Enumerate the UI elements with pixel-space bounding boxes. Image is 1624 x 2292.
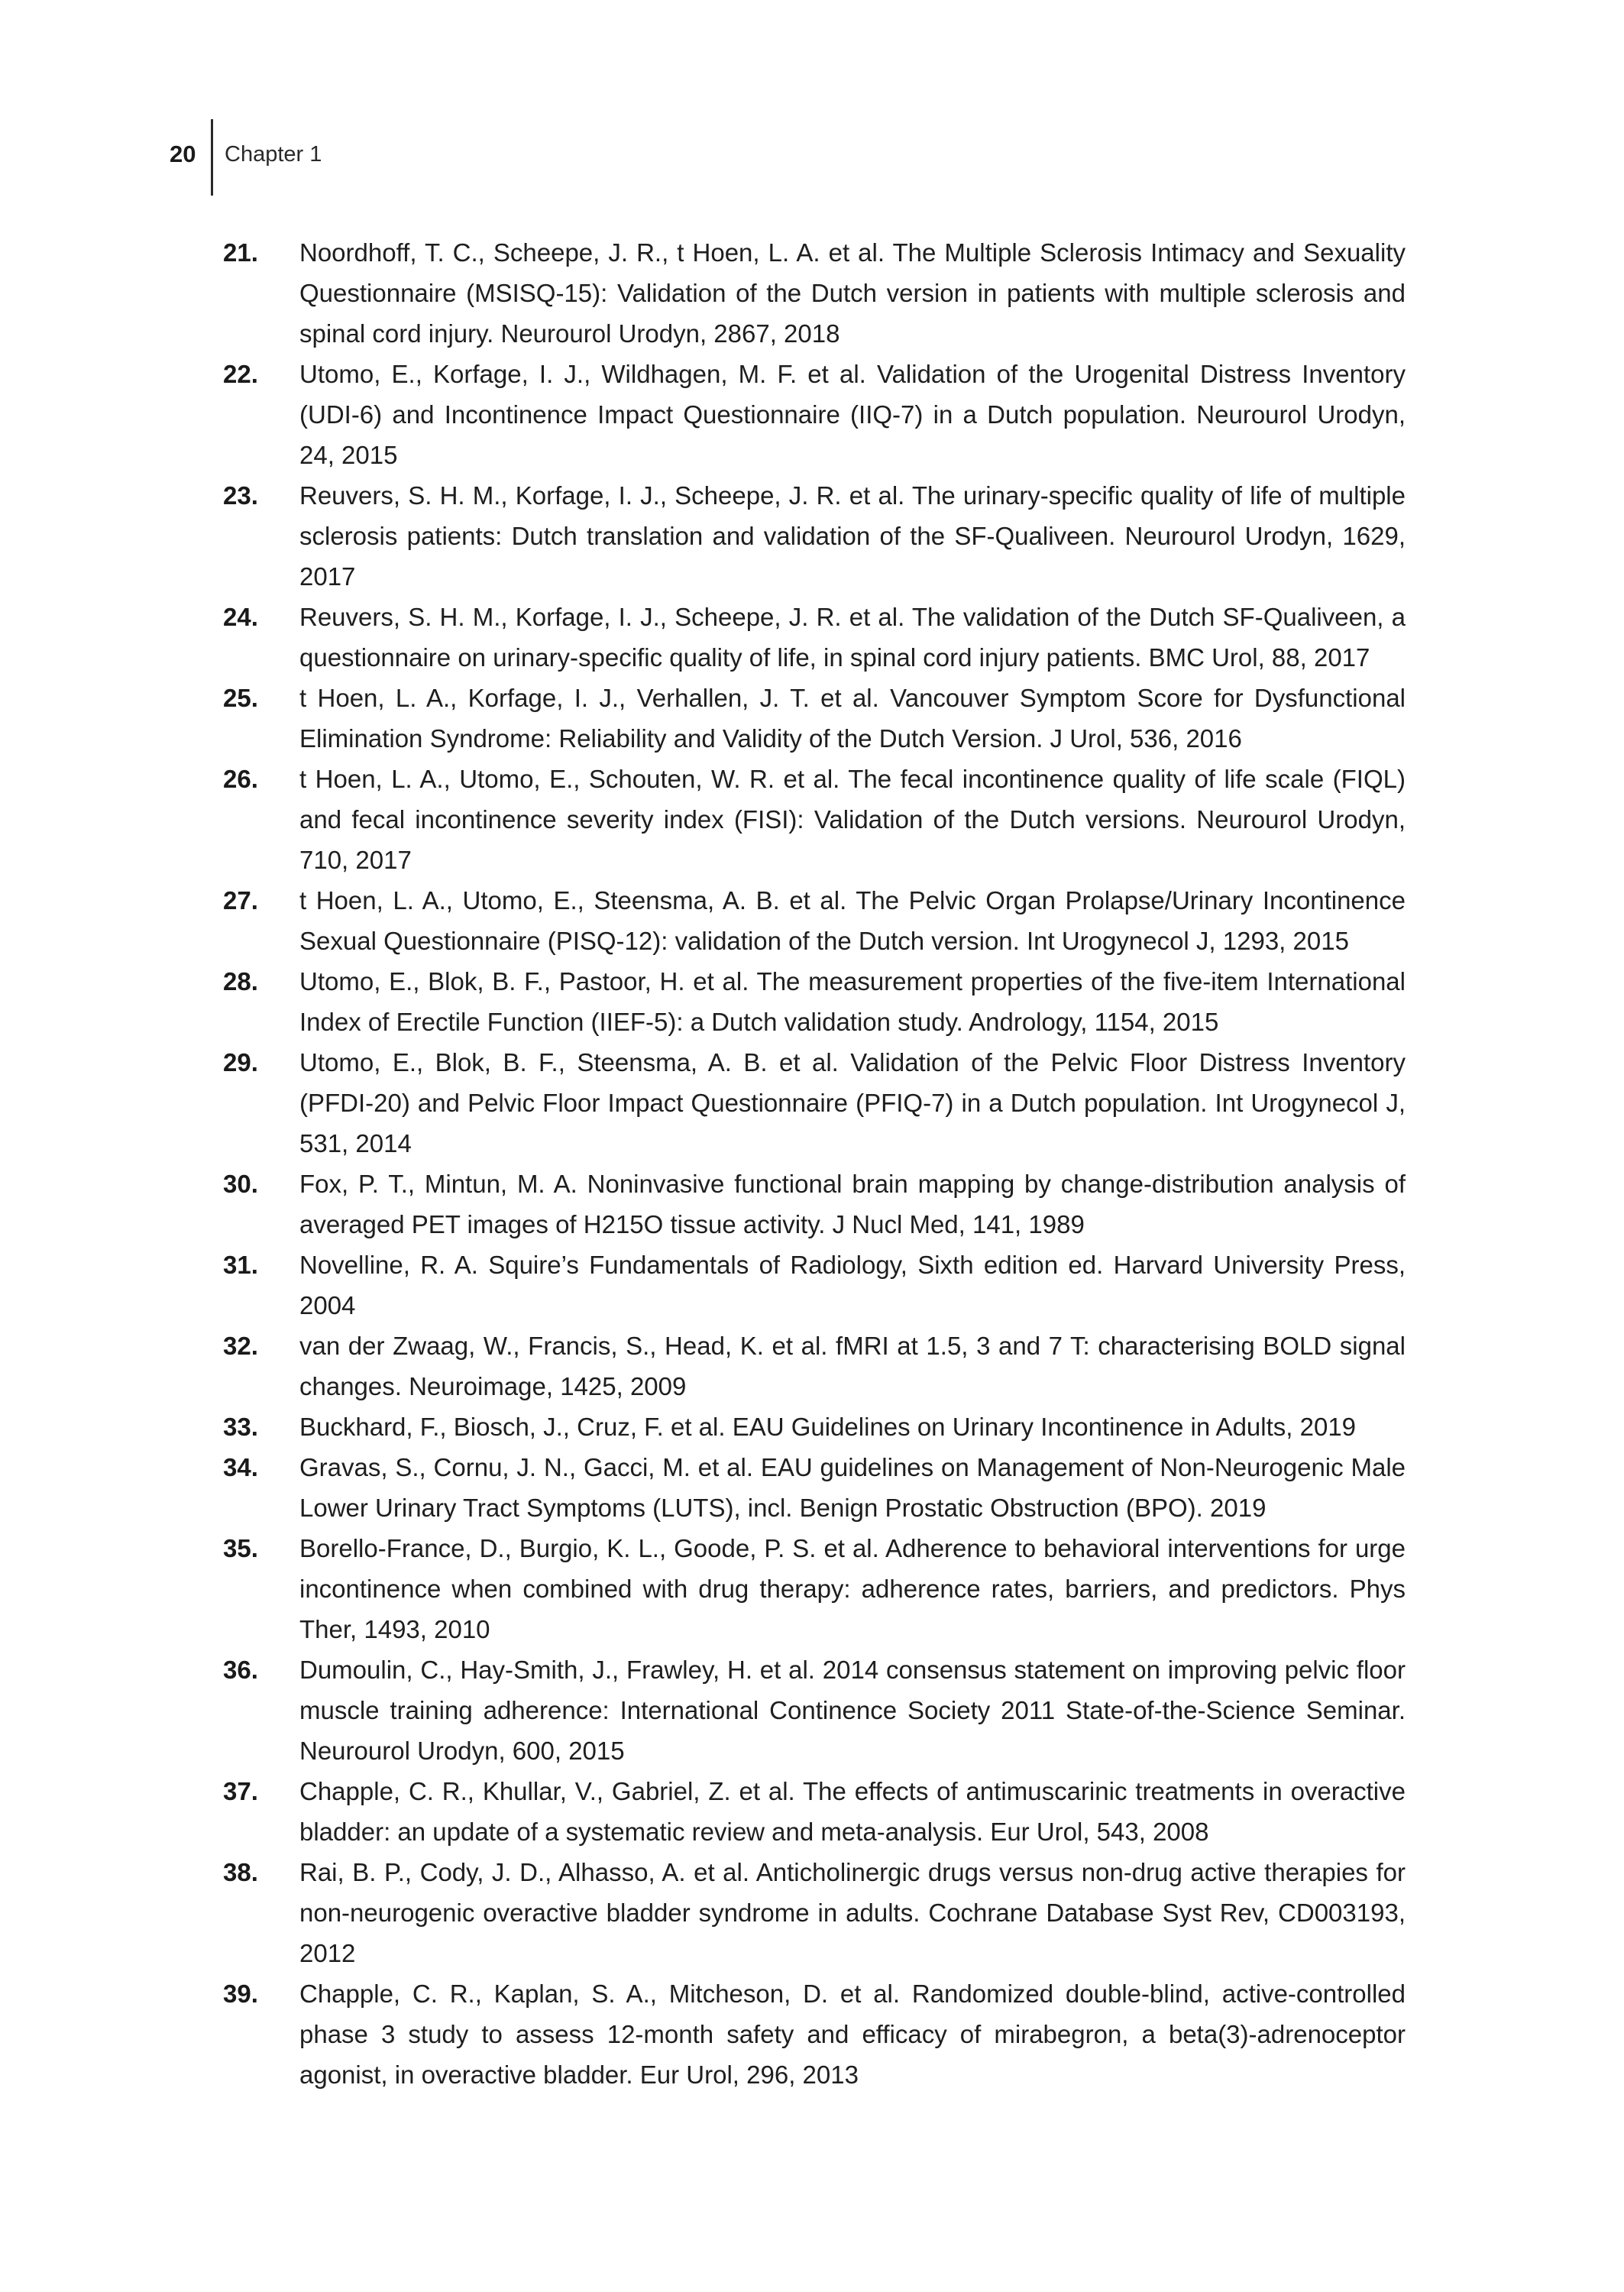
chapter-label: Chapter 1 bbox=[225, 142, 322, 167]
reference-number: 30. bbox=[223, 1170, 258, 1198]
reference-text: Chapple, C. R., Khullar, V., Gabriel, Z. et al. The effects of antimuscarinic treatments in overactive bladder: an update of a systematic review and meta-analysis. Eur Urol, 543, 2008 bbox=[299, 1777, 1406, 1846]
reference-text: Reuvers, S. H. M., Korfage, I. J., Scheepe, J. R. et al. The urinary-specific quality of life of multiple sclerosis patients: Dutch translation and validation of the SF-Qualiveen. Neurourol Urodyn, 1629, 2017 bbox=[299, 481, 1406, 591]
reference-item bbox=[223, 1852, 1406, 1973]
reference-item bbox=[223, 1528, 1406, 1649]
reference-text: Borello-France, D., Burgio, K. L., Goode, P. S. et al. Adherence to behavioral interventions for urge incontinence when combined with drug therapy: adherence rates, barriers, and predictors. Phys Ther, 1493, 2010 bbox=[299, 1534, 1406, 1643]
reference-item bbox=[223, 759, 1406, 880]
reference-item bbox=[223, 1649, 1406, 1771]
reference-item bbox=[223, 1164, 1406, 1245]
reference-number: 36. bbox=[223, 1656, 258, 1684]
reference-number: 37. bbox=[223, 1777, 258, 1805]
reference-number: 34. bbox=[223, 1453, 258, 1481]
reference-text: Utomo, E., Korfage, I. J., Wildhagen, M. F. et al. Validation of the Urogenital Distress Inventory (UDI-6) and Incontinence Impact Questionnaire (IIQ-7) in a Dutch population. Neurourol Urodyn, 24, 2015 bbox=[299, 360, 1406, 469]
reference-number: 38. bbox=[223, 1858, 258, 1886]
reference-text: Utomo, E., Blok, B. F., Steensma, A. B. et al. Validation of the Pelvic Floor Distress Inventory (PFDI-20) and Pelvic Floor Impact Questionnaire (PFIQ-7) in a Dutch population. Int Urogynecol J, 531, 2014 bbox=[299, 1048, 1406, 1157]
reference-number: 32. bbox=[223, 1332, 258, 1360]
reference-number: 21. bbox=[223, 238, 258, 267]
reference-item bbox=[223, 1447, 1406, 1528]
reference-text: t Hoen, L. A., Utomo, E., Steensma, A. B. et al. The Pelvic Organ Prolapse/Urinary Incontinence Sexual Questionnaire (PISQ-12): validation of the Dutch version. Int Urogynecol J, 1293, 2015 bbox=[299, 886, 1406, 955]
reference-number: 33. bbox=[223, 1413, 258, 1441]
reference-text: t Hoen, L. A., Utomo, E., Schouten, W. R. et al. The fecal incontinence quality of life scale (FIQL) and fecal incontinence severity index (FISI): Validation of the Dutch versions. Neurourol Urodyn, 710, 2017 bbox=[299, 765, 1406, 874]
reference-number: 25. bbox=[223, 684, 258, 712]
reference-item bbox=[223, 1771, 1406, 1852]
reference-item bbox=[223, 880, 1406, 961]
reference-number: 31. bbox=[223, 1251, 258, 1279]
reference-text: Dumoulin, C., Hay-Smith, J., Frawley, H. et al. 2014 consensus statement on improving pelvic floor muscle training adherence: International Continence Society 2011 State-of-the-Science Seminar. Neurourol Urodyn, 600, 2015 bbox=[299, 1656, 1406, 1765]
reference-number: 23. bbox=[223, 481, 258, 510]
reference-item bbox=[223, 1042, 1406, 1164]
reference-item bbox=[223, 1245, 1406, 1326]
page-number: 20 bbox=[170, 141, 196, 167]
reference-text: Fox, P. T., Mintun, M. A. Noninvasive functional brain mapping by change-distribution analysis of averaged PET images of H215O tissue activity. J Nucl Med, 141, 1989 bbox=[299, 1170, 1406, 1238]
reference-item bbox=[223, 961, 1406, 1042]
reference-text: Chapple, C. R., Kaplan, S. A., Mitcheson, D. et al. Randomized double-blind, active-controlled phase 3 study to assess 12-month safety and efficacy of mirabegron, a beta(3)-adrenoceptor agonist, in overactive bladder. Eur Urol, 296, 2013 bbox=[299, 1980, 1406, 2089]
reference-item bbox=[223, 475, 1406, 597]
reference-number: 35. bbox=[223, 1534, 258, 1562]
reference-number: 27. bbox=[223, 886, 258, 915]
reference-item bbox=[223, 678, 1406, 759]
reference-number: 22. bbox=[223, 360, 258, 388]
reference-number: 29. bbox=[223, 1048, 258, 1076]
reference-list bbox=[223, 232, 1406, 2095]
reference-item bbox=[223, 354, 1406, 475]
reference-item bbox=[223, 597, 1406, 678]
reference-text: Reuvers, S. H. M., Korfage, I. J., Scheepe, J. R. et al. The validation of the Dutch SF-Qualiveen, a questionnaire on urinary-specific quality of life, in spinal cord injury patients. BMC Urol, 88, 2017 bbox=[299, 603, 1406, 672]
reference-text: t Hoen, L. A., Korfage, I. J., Verhallen, J. T. et al. Vancouver Symptom Score for Dysfunctional Elimination Syndrome: Reliability and Validity of the Dutch Version. J Urol, 536, 2016 bbox=[299, 684, 1406, 753]
reference-number: 39. bbox=[223, 1980, 258, 2008]
reference-item bbox=[223, 1326, 1406, 1407]
reference-text: Novelline, R. A. Squire’s Fundamentals of Radiology, Sixth edition ed. Harvard University Press, 2004 bbox=[299, 1251, 1406, 1319]
reference-item bbox=[223, 1407, 1406, 1447]
running-head bbox=[0, 130, 1624, 206]
header-divider bbox=[211, 119, 213, 196]
reference-number: 26. bbox=[223, 765, 258, 793]
reference-item bbox=[223, 1973, 1406, 2095]
reference-text: Buckhard, F., Biosch, J., Cruz, F. et al. EAU Guidelines on Urinary Incontinence in Adults, 2019 bbox=[299, 1413, 1357, 1441]
reference-number: 24. bbox=[223, 603, 258, 631]
reference-number: 28. bbox=[223, 967, 258, 995]
reference-text: Gravas, S., Cornu, J. N., Gacci, M. et al. EAU guidelines on Management of Non-Neurogenic Male Lower Urinary Tract Symptoms (LUTS), incl. Benign Prostatic Obstruction (BPO). 2019 bbox=[299, 1453, 1406, 1522]
reference-text: Utomo, E., Blok, B. F., Pastoor, H. et al. The measurement properties of the five-item International Index of Erectile Function (IIEF-5): a Dutch validation study. Andrology, 1154, 2015 bbox=[299, 967, 1406, 1036]
reference-item bbox=[223, 232, 1406, 354]
reference-text: van der Zwaag, W., Francis, S., Head, K. et al. fMRI at 1.5, 3 and 7 T: characterising BOLD signal changes. Neuroimage, 1425, 2009 bbox=[299, 1332, 1406, 1400]
reference-text: Noordhoff, T. C., Scheepe, J. R., t Hoen, L. A. et al. The Multiple Sclerosis Intimacy and Sexuality Questionnaire (MSISQ-15): Validation of the Dutch version in patients with multiple sclerosis and spinal cord injury. Neurourol Urodyn, 2867, 2018 bbox=[299, 238, 1406, 348]
reference-text: Rai, B. P., Cody, J. D., Alhasso, A. et al. Anticholinergic drugs versus non-drug active therapies for non-neurogenic overactive bladder syndrome in adults. Cochrane Database Syst Rev, CD003193, 2012 bbox=[299, 1858, 1406, 1967]
